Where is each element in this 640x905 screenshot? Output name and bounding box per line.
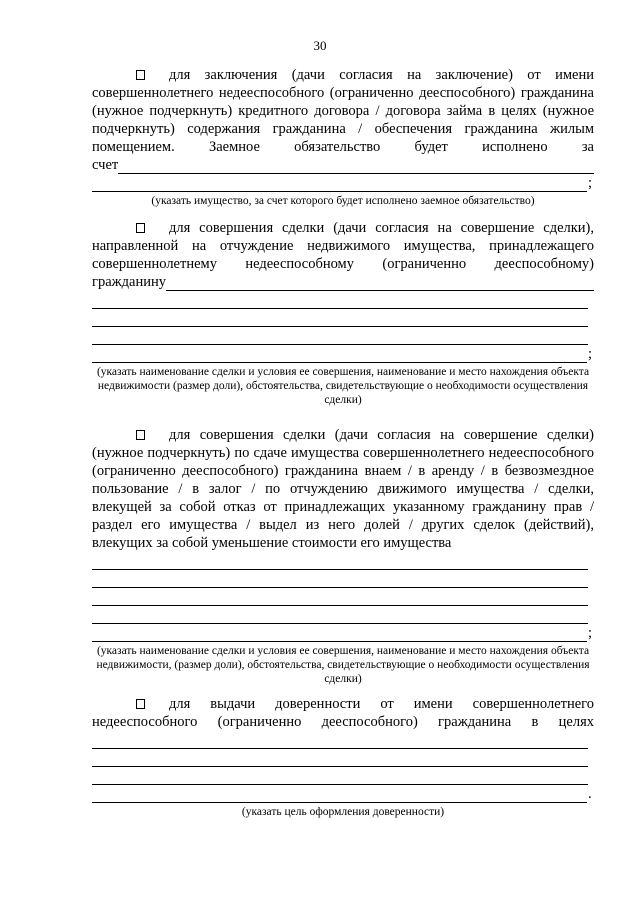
field-hint: (указать цель оформления доверенности) xyxy=(241,806,445,818)
fill-line[interactable] xyxy=(92,156,594,174)
fill-line-last[interactable] xyxy=(92,624,594,642)
checkbox[interactable] xyxy=(136,430,145,440)
fill-line[interactable] xyxy=(92,588,588,606)
fill-label: счет xyxy=(92,157,119,173)
section-property-transactions xyxy=(92,426,594,686)
fill-line[interactable] xyxy=(92,570,588,588)
fill-line[interactable] xyxy=(92,731,588,749)
fill-label: гражданину xyxy=(92,274,166,290)
page-number: 30 xyxy=(313,38,327,53)
field-hint: (указать имущество, за счет которого будет исполнено заемное обязательство) xyxy=(151,195,535,207)
fill-line[interactable] xyxy=(92,749,588,767)
section-text: для совершения сделки (дачи согласия на совершение сделки) (нужное подчеркнуть) по сдаче имущества совершеннолетнего недееспособного (ограниченно дееспособного) гражданина внаем / в аренду / в безвозмездное пользование / в залог / по отчуждению движимого имущества / сделки, влекущей за собой отказ от принадлежащих указанному гражданину прав / раздел его имущества / выдел из него долей / других сделок (действий), влекущих за собой уменьшение стоимости его имущества xyxy=(92,427,594,551)
fill-line[interactable] xyxy=(92,309,588,327)
fill-line[interactable] xyxy=(92,327,588,345)
fill-line-last[interactable] xyxy=(92,785,594,803)
fill-line[interactable] xyxy=(92,552,588,570)
checkbox[interactable] xyxy=(136,699,145,709)
section-loan-agreement xyxy=(92,66,594,208)
section-text: для заключения (дачи согласия на заключение) от имени совершеннолетнего недееспособного (ограниченно дееспособного) гражданина (нужное подчеркнуть) кредитного договора / договора займа в целях (нужное подчеркнуть) содержания гражданина / обеспечения гражданина жилым помещением. Заемное обязательство будет исполнено за xyxy=(92,67,594,155)
checkbox[interactable] xyxy=(136,70,145,80)
section-text: для совершения сделки (дачи согласия на совершение сделки), направленной на отчуждение недвижимого имущества, принадлежащего совершеннолетнему недееспособному (ограниченно дееспособному) xyxy=(92,220,594,272)
end-punctuation: ; xyxy=(588,175,593,191)
fill-line-last[interactable] xyxy=(92,174,594,192)
section-text: для выдачи доверенности от имени совершеннолетнего недееспособного (ограниченно дееспособного) гражданина в целях xyxy=(92,696,594,730)
fill-line[interactable] xyxy=(92,606,588,624)
section-power-of-attorney xyxy=(92,695,594,819)
fill-line[interactable] xyxy=(92,767,588,785)
field-hint: (указать наименование сделки и условия ее совершения, наименование и место нахождения объекта недвижимости (размер доли), обстоятельства, свидетельствующие о необходимости осуществления сделки) xyxy=(96,366,590,406)
checkbox[interactable] xyxy=(136,223,145,233)
end-punctuation: . xyxy=(588,786,592,802)
end-punctuation: ; xyxy=(588,625,593,641)
fill-line[interactable] xyxy=(92,273,594,291)
end-punctuation: ; xyxy=(588,346,593,362)
section-real-estate-alienation xyxy=(92,219,594,407)
fill-line-last[interactable] xyxy=(92,345,594,363)
field-hint: (указать наименование сделки и условия ее совершения, наименование и место нахождения объекта недвижимости, (размер доли), обстоятельства, свидетельствующие о необходимости осуществления сделки) xyxy=(96,645,590,685)
fill-line[interactable] xyxy=(92,291,588,309)
